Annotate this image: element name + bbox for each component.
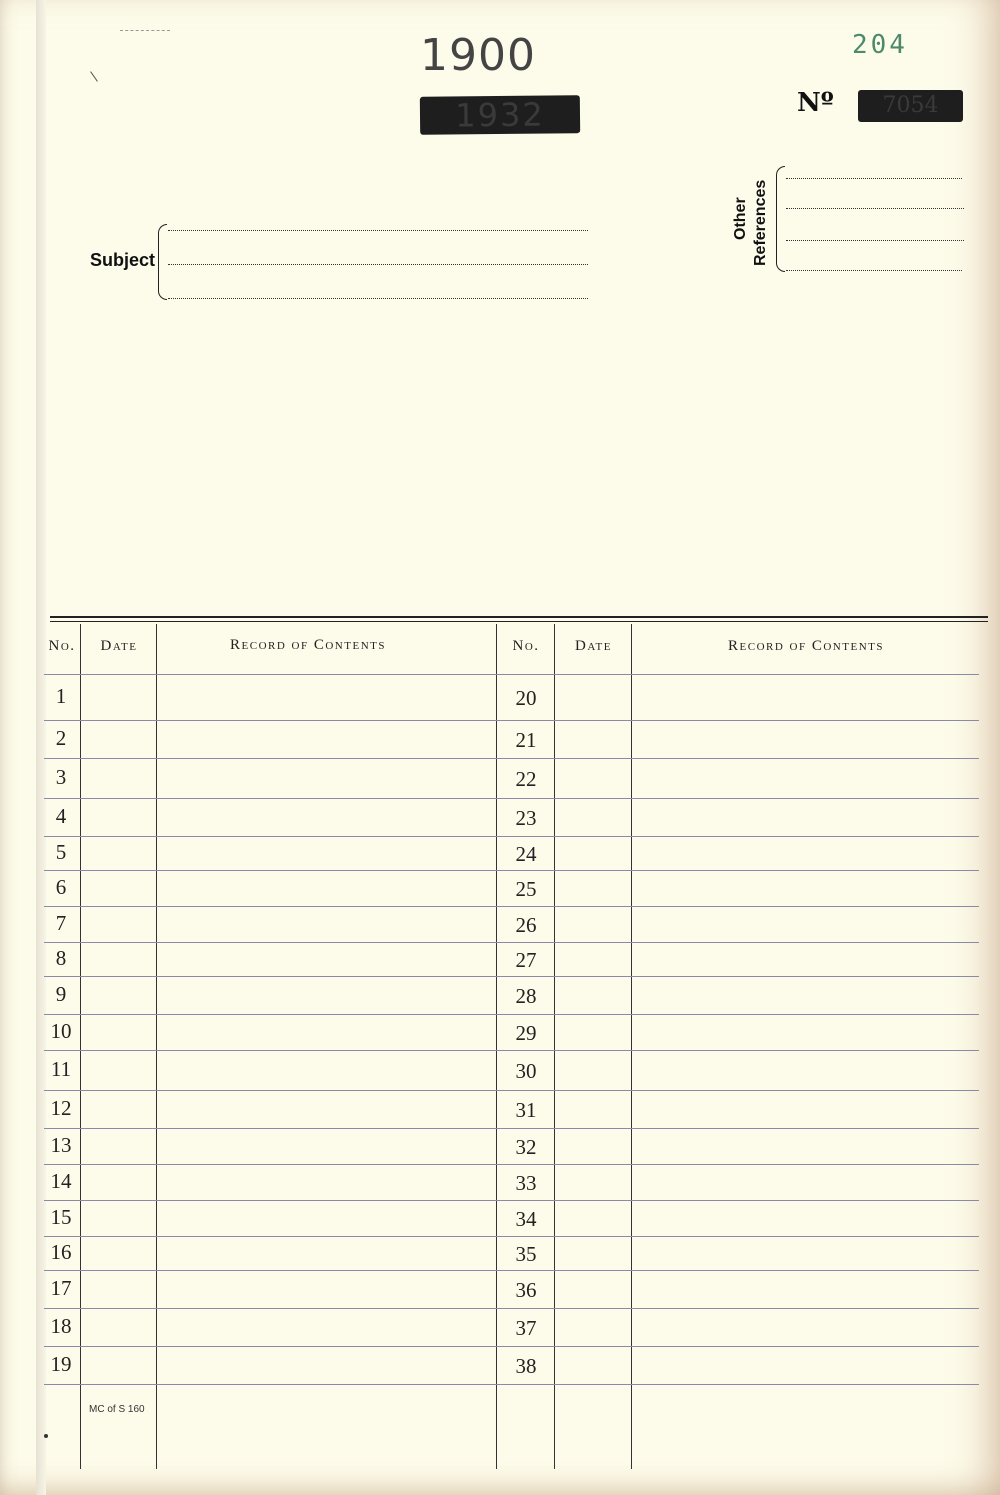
- subject-brace: [158, 224, 167, 300]
- row-number-right: 31: [515, 1098, 537, 1122]
- number-label: Nº: [797, 88, 834, 118]
- row-line: [44, 976, 979, 977]
- header-date-left: Date: [100, 638, 138, 654]
- other-label: Other: [732, 197, 749, 240]
- row-number-right: 30: [515, 1059, 537, 1083]
- row-line: [44, 798, 979, 799]
- row-line: [44, 1014, 979, 1015]
- header-no-right: No.: [512, 638, 540, 654]
- row-line: [44, 836, 979, 837]
- row-line: [44, 1346, 979, 1347]
- row-number-left: 1: [55, 684, 67, 708]
- other-references-label: [720, 166, 778, 270]
- row-number-left: 11: [50, 1057, 72, 1081]
- row-number-right: 24: [515, 842, 537, 866]
- ink-dot: [44, 1434, 48, 1438]
- row-number-left: 5: [55, 840, 67, 864]
- row-number-right: 22: [515, 767, 537, 791]
- row-line: [44, 1200, 979, 1201]
- col-divider-no-date-right: [554, 624, 555, 1469]
- row-number-left: 8: [55, 946, 67, 970]
- row-number-right: 23: [515, 806, 537, 830]
- row-number-right: 21: [515, 728, 537, 752]
- row-number-right: 34: [515, 1207, 537, 1231]
- col-divider-date-contents-left: [156, 624, 157, 1469]
- row-number-left: 19: [50, 1352, 72, 1376]
- row-number-right: 26: [515, 913, 537, 937]
- year-printed: 1900: [420, 30, 536, 81]
- row-number-left: 12: [50, 1096, 72, 1120]
- year-stamped: 1932: [455, 95, 545, 135]
- row-number-left: 15: [50, 1205, 72, 1229]
- row-number-left: 17: [50, 1276, 72, 1300]
- row-number-left: 6: [55, 875, 67, 899]
- stamp-number: 204: [852, 30, 908, 60]
- row-number-left: 18: [50, 1314, 72, 1338]
- row-number-right: 37: [515, 1316, 537, 1340]
- col-divider-no-date-left: [80, 624, 81, 1469]
- table-top-rule-inner: [50, 621, 988, 622]
- year-stamped-redaction: [420, 95, 580, 135]
- row-line: [44, 720, 979, 721]
- row-number-right: 36: [515, 1278, 537, 1302]
- row-number-right: 35: [515, 1242, 537, 1266]
- references-brace: [776, 166, 785, 272]
- references-line-1[interactable]: [786, 178, 962, 179]
- row-line: [44, 1236, 979, 1237]
- row-number-right: 20: [515, 686, 537, 710]
- references-line-3[interactable]: [786, 240, 964, 241]
- file-number-redaction: [858, 90, 963, 122]
- subject-line-1[interactable]: [168, 230, 588, 231]
- references-line-4[interactable]: [786, 270, 962, 271]
- file-number: 7054: [882, 93, 939, 118]
- row-line: [44, 1164, 979, 1165]
- row-number-left: 14: [50, 1169, 72, 1193]
- row-number-left: 16: [50, 1240, 72, 1264]
- row-line: [44, 1308, 979, 1309]
- row-number-right: 25: [515, 877, 537, 901]
- references-label: References: [752, 179, 769, 266]
- pencil-slash: [90, 71, 98, 81]
- header-no-left: No.: [48, 638, 76, 654]
- header-contents-left: Record of Contents: [230, 637, 386, 653]
- row-number-right: 29: [515, 1021, 537, 1045]
- col-divider-date-contents-right: [631, 624, 632, 1469]
- header-date-right: Date: [575, 638, 612, 654]
- references-line-2[interactable]: [786, 208, 964, 209]
- row-line: [44, 1384, 979, 1385]
- row-number-left: 10: [50, 1019, 72, 1043]
- row-number-left: 9: [55, 982, 67, 1006]
- row-number-right: 38: [515, 1354, 537, 1378]
- row-line: [44, 1050, 979, 1051]
- row-line: [44, 942, 979, 943]
- form-code: MC of S 160: [89, 1404, 145, 1415]
- table-top-rule: [50, 616, 988, 618]
- row-line: [44, 758, 979, 759]
- row-line: [44, 1270, 979, 1271]
- header-contents-right: Record of Contents: [728, 638, 884, 654]
- subject-line-3[interactable]: [168, 298, 588, 299]
- row-line: [44, 674, 979, 675]
- pencil-mark: [120, 30, 170, 33]
- subject-label: Subject: [90, 250, 156, 270]
- row-line: [44, 1090, 979, 1091]
- row-number-left: 3: [55, 765, 67, 789]
- row-number-left: 4: [55, 804, 67, 828]
- row-line: [44, 870, 979, 871]
- subject-line-2[interactable]: [168, 264, 588, 265]
- row-number-left: 2: [55, 726, 67, 750]
- row-number-left: 7: [55, 911, 67, 935]
- row-line: [44, 1128, 979, 1129]
- row-line: [44, 906, 979, 907]
- row-number-right: 27: [515, 948, 537, 972]
- row-number-right: 28: [515, 984, 537, 1008]
- row-number-right: 33: [515, 1171, 537, 1195]
- col-divider-middle: [496, 624, 497, 1469]
- row-number-right: 32: [515, 1135, 537, 1159]
- row-number-left: 13: [50, 1133, 72, 1157]
